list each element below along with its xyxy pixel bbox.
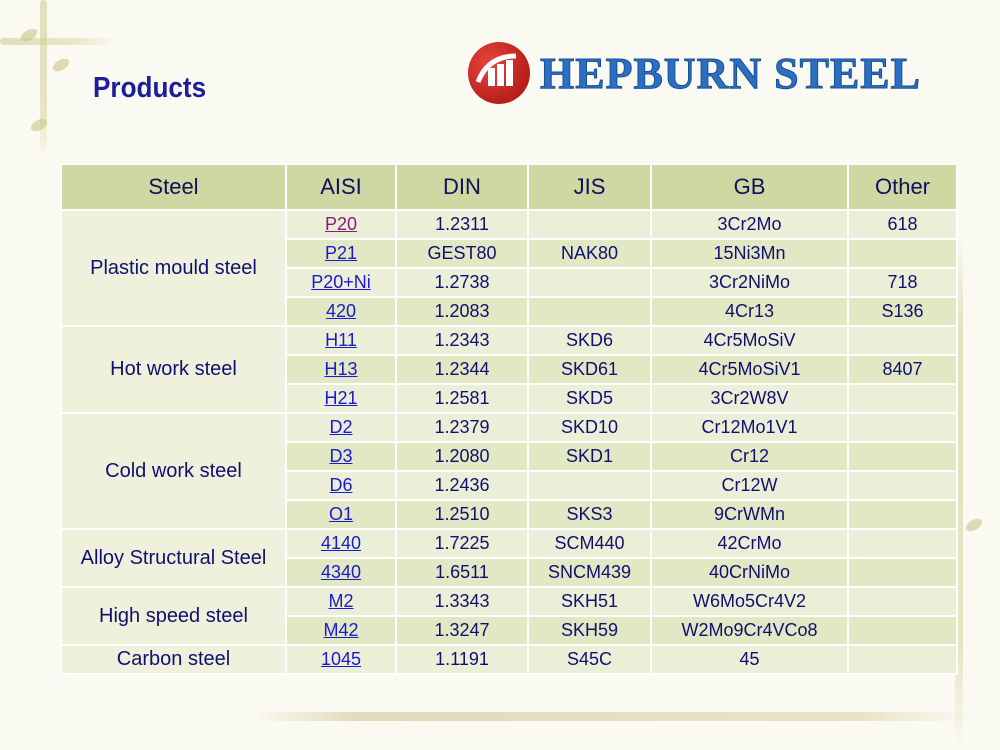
aisi-grade-link[interactable]: P21 [324, 243, 358, 263]
other-cell [848, 413, 957, 442]
jis-cell: SCM440 [528, 529, 651, 558]
aisi-cell [286, 500, 396, 529]
aisi-grade-link[interactable]: P20 [324, 214, 358, 234]
din-cell: 1.7225 [396, 529, 528, 558]
other-cell: 718 [848, 268, 957, 297]
aisi-cell [286, 355, 396, 384]
other-cell [848, 616, 957, 645]
other-cell [848, 471, 957, 500]
brand-name: HEPBURN STEEL [540, 49, 921, 98]
aisi-cell [286, 587, 396, 616]
table-row [61, 587, 957, 616]
din-cell: 1.2344 [396, 355, 528, 384]
gb-cell: 9CrWMn [651, 500, 848, 529]
leaf-decoration [964, 516, 985, 534]
jis-cell: SKH59 [528, 616, 651, 645]
category-cell: Alloy Structural Steel [61, 529, 286, 587]
jis-cell [528, 268, 651, 297]
aisi-grade-link[interactable]: M2 [328, 591, 354, 611]
other-cell: 8407 [848, 355, 957, 384]
aisi-cell [286, 326, 396, 355]
aisi-cell [286, 297, 396, 326]
aisi-grade-link[interactable]: M42 [323, 620, 359, 640]
header-din: DIN [396, 164, 528, 210]
header-other: Other [848, 164, 957, 210]
gb-cell: 4Cr5MoSiV1 [651, 355, 848, 384]
gb-cell: Cr12W [651, 471, 848, 500]
din-cell: 1.2343 [396, 326, 528, 355]
vine-decoration [0, 38, 120, 45]
aisi-grade-link[interactable]: 4140 [320, 533, 362, 553]
gb-cell: 4Cr13 [651, 297, 848, 326]
din-cell: 1.3247 [396, 616, 528, 645]
other-cell [848, 645, 957, 674]
din-cell: 1.1191 [396, 645, 528, 674]
other-cell [848, 384, 957, 413]
vine-decoration [250, 712, 970, 721]
table-row [61, 210, 957, 239]
table-row [61, 645, 957, 674]
other-cell [848, 239, 957, 268]
jis-cell [528, 471, 651, 500]
aisi-cell [286, 268, 396, 297]
table-row [61, 326, 957, 355]
steel-grades-table [60, 163, 958, 675]
brand-logo [468, 42, 968, 108]
table-row [61, 413, 957, 442]
aisi-grade-link[interactable]: 4340 [320, 562, 362, 582]
logo-mark-icon [468, 42, 530, 104]
other-cell [848, 326, 957, 355]
aisi-cell [286, 413, 396, 442]
header-aisi: AISI [286, 164, 396, 210]
jis-cell: SKS3 [528, 500, 651, 529]
din-cell: 1.2436 [396, 471, 528, 500]
other-cell [848, 500, 957, 529]
din-cell: 1.2379 [396, 413, 528, 442]
gb-cell: 40CrNiMo [651, 558, 848, 587]
din-cell: 1.2311 [396, 210, 528, 239]
aisi-grade-link[interactable]: H11 [325, 330, 357, 350]
other-cell [848, 529, 957, 558]
gb-cell: 42CrMo [651, 529, 848, 558]
jis-cell: S45C [528, 645, 651, 674]
aisi-cell [286, 239, 396, 268]
jis-cell: SKD6 [528, 326, 651, 355]
gb-cell: 3Cr2Mo [651, 210, 848, 239]
category-cell: Hot work steel [61, 326, 286, 413]
category-cell: Cold work steel [61, 413, 286, 529]
aisi-cell [286, 210, 396, 239]
aisi-grade-link[interactable]: H13 [324, 359, 358, 379]
aisi-grade-link[interactable]: P20+Ni [311, 272, 371, 292]
category-cell: High speed steel [61, 587, 286, 645]
table-row [61, 529, 957, 558]
header-jis: JIS [528, 164, 651, 210]
jis-cell: NAK80 [528, 239, 651, 268]
header-steel: Steel [61, 164, 286, 210]
aisi-grade-link[interactable]: H21 [324, 388, 358, 408]
jis-cell: SNCM439 [528, 558, 651, 587]
din-cell: 1.3343 [396, 587, 528, 616]
vine-decoration [40, 0, 47, 160]
leaf-decoration [51, 56, 72, 74]
aisi-cell [286, 442, 396, 471]
aisi-cell [286, 645, 396, 674]
gb-cell: 4Cr5MoSiV [651, 326, 848, 355]
category-cell: Plastic mould steel [61, 210, 286, 326]
din-cell: 1.2581 [396, 384, 528, 413]
table-header-row [61, 164, 957, 210]
gb-cell: 3Cr2W8V [651, 384, 848, 413]
header-gb: GB [651, 164, 848, 210]
din-cell: 1.2083 [396, 297, 528, 326]
gb-cell: Cr12 [651, 442, 848, 471]
aisi-grade-link[interactable]: O1 [328, 504, 353, 524]
din-cell: 1.6511 [396, 558, 528, 587]
other-cell [848, 587, 957, 616]
jis-cell: SKH51 [528, 587, 651, 616]
other-cell: S136 [848, 297, 957, 326]
aisi-grade-link[interactable]: D6 [329, 475, 353, 495]
gb-cell: 15Ni3Mn [651, 239, 848, 268]
gb-cell: Cr12Mo1V1 [651, 413, 848, 442]
gb-cell: 3Cr2NiMo [651, 268, 848, 297]
aisi-cell [286, 616, 396, 645]
aisi-grade-link[interactable]: 420 [325, 301, 357, 321]
din-cell: 1.2080 [396, 442, 528, 471]
din-cell: 1.2510 [396, 500, 528, 529]
gb-cell: W6Mo5Cr4V2 [651, 587, 848, 616]
table-body [61, 210, 957, 674]
jis-cell: SKD10 [528, 413, 651, 442]
jis-cell: SKD1 [528, 442, 651, 471]
category-cell: Carbon steel [61, 645, 286, 674]
jis-cell [528, 297, 651, 326]
gb-cell: W2Mo9Cr4VCo8 [651, 616, 848, 645]
aisi-cell [286, 471, 396, 500]
jis-cell: SKD61 [528, 355, 651, 384]
jis-cell: SKD5 [528, 384, 651, 413]
other-cell [848, 558, 957, 587]
aisi-cell [286, 384, 396, 413]
aisi-grade-link[interactable]: D2 [329, 417, 353, 437]
other-cell [848, 442, 957, 471]
page-title: Products [93, 72, 207, 104]
aisi-cell [286, 529, 396, 558]
aisi-grade-link[interactable]: D3 [329, 446, 353, 466]
other-cell: 618 [848, 210, 957, 239]
din-cell: GEST80 [396, 239, 528, 268]
aisi-grade-link[interactable]: 1045 [320, 649, 362, 669]
aisi-cell [286, 558, 396, 587]
jis-cell [528, 210, 651, 239]
din-cell: 1.2738 [396, 268, 528, 297]
gb-cell: 45 [651, 645, 848, 674]
